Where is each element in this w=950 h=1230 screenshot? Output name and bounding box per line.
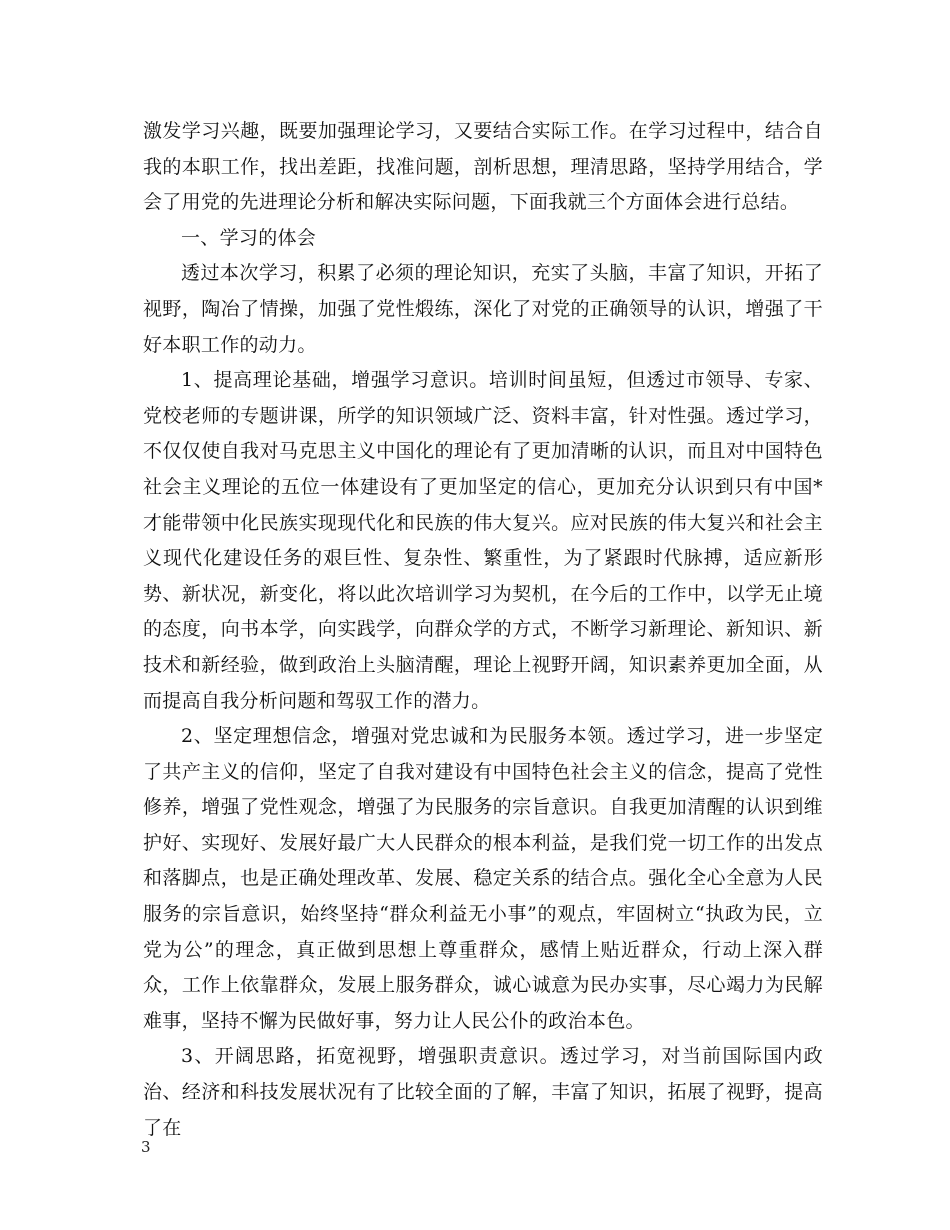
paragraph-intro-continued: 激发学习兴趣，既要加强理论学习，又要结合实际工作。在学习过程中，结合自我的本职工作，找出差距，找准问题，剖析思想，理清思路，坚持学用结合，学会了用党的先进理论分析和解决实际问题，下面我就三个方面体会进行总结。 [143, 120, 823, 214]
paragraph-point-2: 2、坚定理想信念，增强对党忠诚和为民服务本领。透过学习，进一步坚定了共产主义的信仰，坚定了自我对建设有中国特色社会主义的信念，提高了党性修养，增强了党性观念，增强了为民服务的宗旨意识。自我更加清醒的认识到维护好、实现好、发展好最广大人民群众的根本利益，是我们党一切工作的出发点和落脚点，也是正确处理改革、发展、稳定关系的结合点。强化全心全意为人民服务的宗旨意识，始终坚持“群众利益无小事”的观点，牢固树立“执政为民，立党为公”的理念，真正做到思想上尊重群众，感情上贴近群众，行动上深入群众，工作上依靠群众，发展上服务群众，诚心诚意为民办实事，尽心竭力为民解难事，坚持不懈为民做好事，努力让人民公仆的政治本色。 [143, 725, 823, 1032]
body-text [143, 114, 823, 1146]
section-heading-learning-experience: 一、学习的体会 [181, 226, 317, 249]
page-number: 3 [141, 1138, 151, 1156]
paragraph-point-1: 1、提高理论基础，增强学习意识。培训时间虽短，但透过市领导、专家、党校老师的专题讲课，所学的知识领域广泛、资料丰富，针对性强。透过学习，不仅仅使自我对马克思主义中国化的理论有了更加清晰的认识，而且对中国特色社会主义理论的五位一体建设有了更加坚定的信心，更加充分认识到只有中国*才能带领中化民族实现现代化和民族的伟大复兴。应对民族的伟大复兴和社会主义现代化建设任务的艰巨性、复杂性、繁重性，为了紧跟时代脉搏，适应新形势、新状况，新变化，将以此次培训学习为契机，在今后的工作中，以学无止境的态度，向书本学，向实践学，向群众学的方式，不断学习新理论、新知识、新技术和新经验，做到政治上头脑清醒，理论上视野开阔，知识素养更加全面，从而提高自我分析问题和驾驭工作的潜力。 [143, 369, 823, 712]
paragraph-point-3: 3、开阔思路，拓宽视野，增强职责意识。透过学习，对当前国际国内政治、经济和科技发展状况有了比较全面的了解，丰富了知识，拓展了视野，提高了在 [143, 1045, 823, 1139]
paragraph-summary: 透过本次学习，积累了必须的理论知识，充实了头脑，丰富了知识，开拓了视野，陶冶了情操，加强了党性煅练，深化了对党的正确领导的认识，增强了干好本职工作的动力。 [143, 262, 823, 356]
